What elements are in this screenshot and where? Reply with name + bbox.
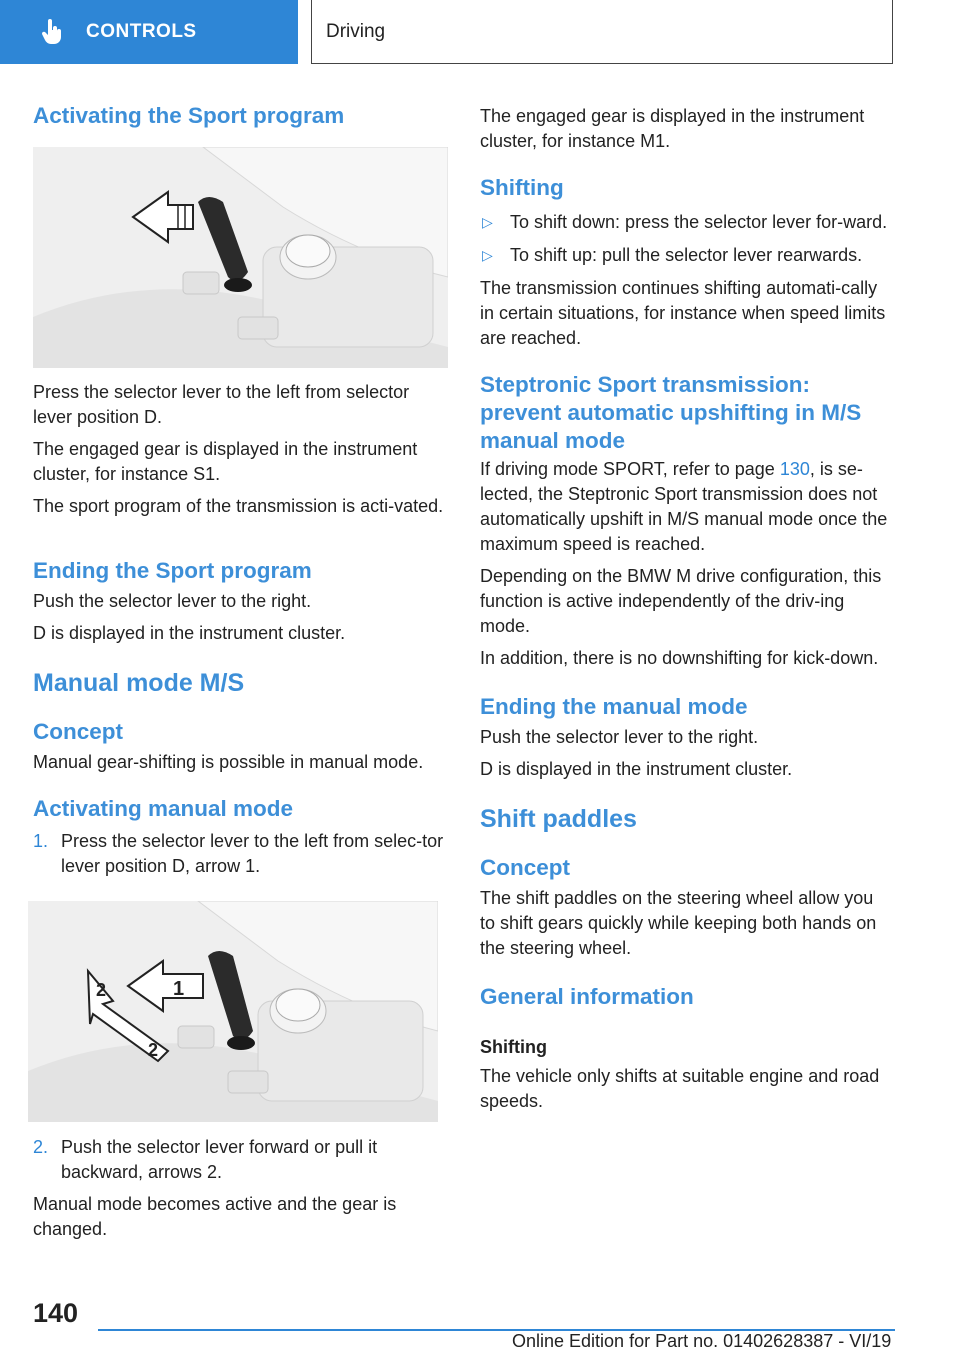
paragraph: Press the selector lever to the left from selector lever position D. <box>33 382 410 428</box>
paragraph: Push the selector lever to the right. <box>480 727 759 748</box>
arrow-label-2b: 2 <box>148 1039 159 1060</box>
heading-manual-mode: Manual mode M/S <box>33 669 245 698</box>
page-header <box>0 0 960 66</box>
list-item <box>480 210 892 235</box>
hand-pointer-icon <box>38 18 66 46</box>
paragraph: The engaged gear is displayed in the instrument cluster, for instance M1. <box>480 106 865 151</box>
paragraph-text: , is se‐lected, the Steptronic Sport transmission does not automatically upshift in M/S manual mode once the maximum speed is reached. <box>480 459 888 555</box>
triangle-bullet-icon: ▷ <box>482 247 493 264</box>
paragraph: D is displayed in the instrument cluster. <box>33 623 346 644</box>
section-label: CONTROLS <box>86 21 197 42</box>
paragraph: Push the selector lever to the right. <box>33 591 312 612</box>
figure-selector-lever-manual <box>28 901 438 1122</box>
paragraph <box>480 457 892 557</box>
paragraph: Manual mode becomes active and the gear is changed. <box>33 1193 397 1239</box>
triangle-bullet-icon: ▷ <box>482 214 493 231</box>
edition-text: Online Edition for Part no. 01402628387 - VI/19 <box>512 1331 892 1351</box>
paragraph-text: If driving mode SPORT, refer to page <box>480 459 780 480</box>
list-item <box>33 1135 448 1185</box>
paragraph: The vehicle only shifts at suitable engine and road speeds. <box>480 1065 880 1111</box>
chapter-tab-driving[interactable] <box>311 0 893 64</box>
paragraph: The transmission continues shifting automati‐cally in certain situations, for instance when speed limits are reached. <box>480 278 886 349</box>
bullet-text: To shift up: pull the selector lever rearwards. <box>510 245 863 266</box>
heading-steptronic: Steptronic Sport transmission: prevent automatic upshifting in M/S manual mode <box>480 372 862 454</box>
chapter-label: Driving <box>326 20 386 42</box>
step-number: 2. <box>33 1136 49 1157</box>
page-number: 140 <box>33 1298 79 1328</box>
section-tab-controls[interactable] <box>0 0 298 64</box>
list-item <box>33 829 448 879</box>
heading-concept: Concept <box>33 718 123 744</box>
heading-shifting: Shifting <box>480 175 564 200</box>
paragraph: Depending on the BMW M drive configuration, this function is active independently of the driv‐ing mode. <box>480 566 882 637</box>
paragraph: The sport program of the transmission is acti‐vated. <box>33 496 444 517</box>
paragraph: In addition, there is no downshifting for kick‐down. <box>480 648 879 669</box>
heading-concept: Concept <box>480 854 570 880</box>
paragraph: The engaged gear is displayed in the instrument cluster, for instance S1. <box>33 439 418 485</box>
paragraph: D is displayed in the instrument cluster. <box>480 759 793 780</box>
heading-ending-manual: Ending the manual mode <box>480 694 748 720</box>
step-text: Push the selector lever forward or pull it backward, arrows 2. <box>61 1136 378 1182</box>
left-column <box>33 96 448 1242</box>
arrow-label-2a: 2 <box>96 979 107 1000</box>
subheading-shifting: Shifting <box>480 1036 547 1057</box>
paragraph: The shift paddles on the steering wheel allow you to shift gears quickly while keeping both hands on the steering wheel. <box>480 887 877 958</box>
figure-selector-lever-sport <box>33 147 448 368</box>
heading-shift-paddles: Shift paddles <box>480 805 637 834</box>
right-column <box>480 96 892 1114</box>
heading-activating-manual: Activating manual mode <box>33 795 294 821</box>
heading-ending-sport: Ending the Sport program <box>33 558 312 584</box>
arrow-label-1: 1 <box>173 977 185 1000</box>
step-number: 1. <box>33 830 49 851</box>
step-text: Press the selector lever to the left from selec‐tor lever position D, arrow 1. <box>61 830 444 876</box>
bullet-text: To shift down: press the selector lever for‐ward. <box>510 212 888 233</box>
page-reference-link[interactable]: 130 <box>779 459 810 480</box>
paragraph: Manual gear-shifting is possible in manual mode. <box>33 751 424 772</box>
heading-general-information: General information <box>480 983 694 1009</box>
heading-activating-sport: Activating the Sport program <box>33 103 345 128</box>
list-item <box>480 243 892 268</box>
